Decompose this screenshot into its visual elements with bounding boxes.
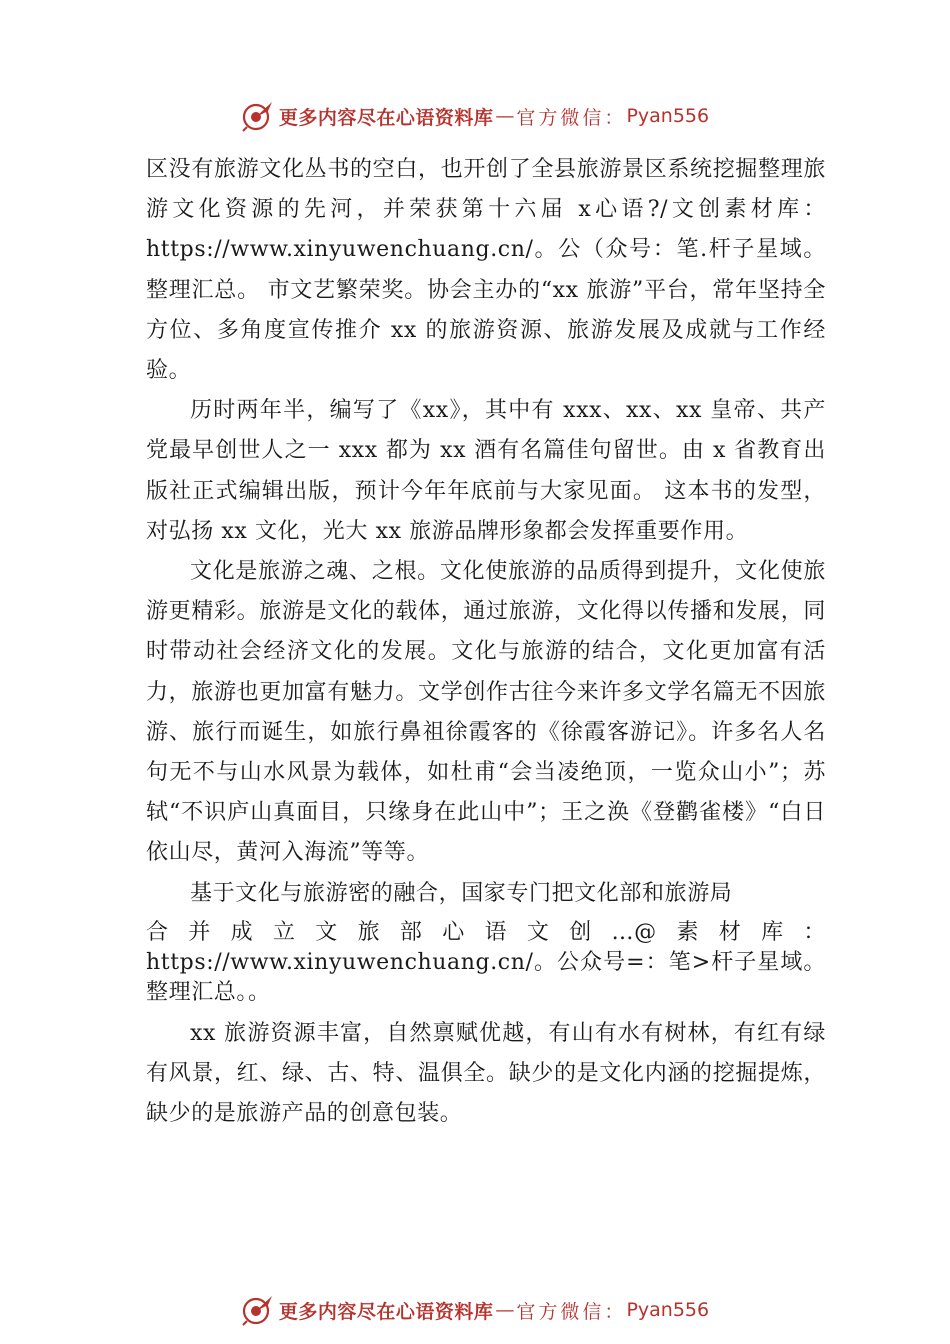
paragraph-6: xx 旅游资源丰富，自然禀赋优越，有山有水有树林，有红有绿有风景，红、绿、古、特、温俱全。缺少的是文化内涵的挖掘提炼，缺少的是旅游产品的创意包装。 (146, 1020, 826, 1127)
paragraph-3: 文化是旅游之魂、之根。文化使旅游的品质得到提升，文化使旅游更精彩。旅游是文化的载体，通过旅游，文化得以传播和发展，同时带动社会经济文化的发展。文化与旅游的结合，文化更加富有活力，旅游也更加富有魅力。文学创作古往今来许多文学名篇无不因旅游、旅行而诞生，如旅行鼻祖徐霞客的《徐霞客游记》。许多名人名句无不与山水风景为载体，如杜甫“会当凌绝顶，一览众山小”；苏轼“不识庐山真面目，只缘身在此山中”；王之涣《登鹳雀楼》“白日依山尽，黄河入海流”等等。 (146, 559, 826, 866)
paragraph-2: 历时两年半，编写了《xx》，其中有 xxx、xx、xx 皇帝、共产党最早创世人之一 xxx 都为 xx 酒有名篇佳句留世。由 x 省教育出版社正式编辑出版，预计今年年底前与大家见面。 这本书的发型，对弘扬 xx 文化，光大 xx 旅游品牌形象都会发挥重要作用。 (146, 398, 826, 544)
footer-brand: 更多内容尽在心语资料库 (278, 1300, 494, 1323)
header-official: 官方微信： (516, 106, 627, 129)
paragraph-5: 合并成立文旅部心语文创…@素材库：https://www.xinyuwenchuang.cn/。公众号=：笔>杆子星域。整理汇总。。 (146, 919, 826, 1005)
footer-official: 官方微信： (516, 1300, 627, 1323)
paragraph-1: 区没有旅游文化丛书的空白，也开创了全县旅游景区系统挖掘整理旅游文化资源的先河，并荣获第十六届 x心语?/文创素材库：https://www.xinyuwenchuang.cn/。公（众号：笔.杆子星域。整理汇总。 市文艺繁荣奖。协会主办的“xx 旅游”平台，常年坚持全方位、多角度宣传推介 xx 的旅游资源、旅游发展及成就与工作经验。 (146, 157, 826, 384)
header-banner (0, 96, 950, 136)
footer-dash: — (495, 1299, 515, 1321)
header-brand: 更多内容尽在心语资料库 (278, 106, 494, 129)
header-dash: — (495, 105, 515, 127)
header-handle: Pyan556 (626, 105, 710, 127)
paragraph-4: 基于文化与旅游密的融合，国家专门把文化部和旅游局 (190, 880, 733, 906)
quill-pen-seal-icon (241, 99, 275, 133)
footer-handle: Pyan556 (626, 1299, 710, 1321)
quill-pen-seal-icon (241, 1293, 275, 1327)
footer-banner (0, 1290, 950, 1330)
document-body (146, 150, 826, 1134)
